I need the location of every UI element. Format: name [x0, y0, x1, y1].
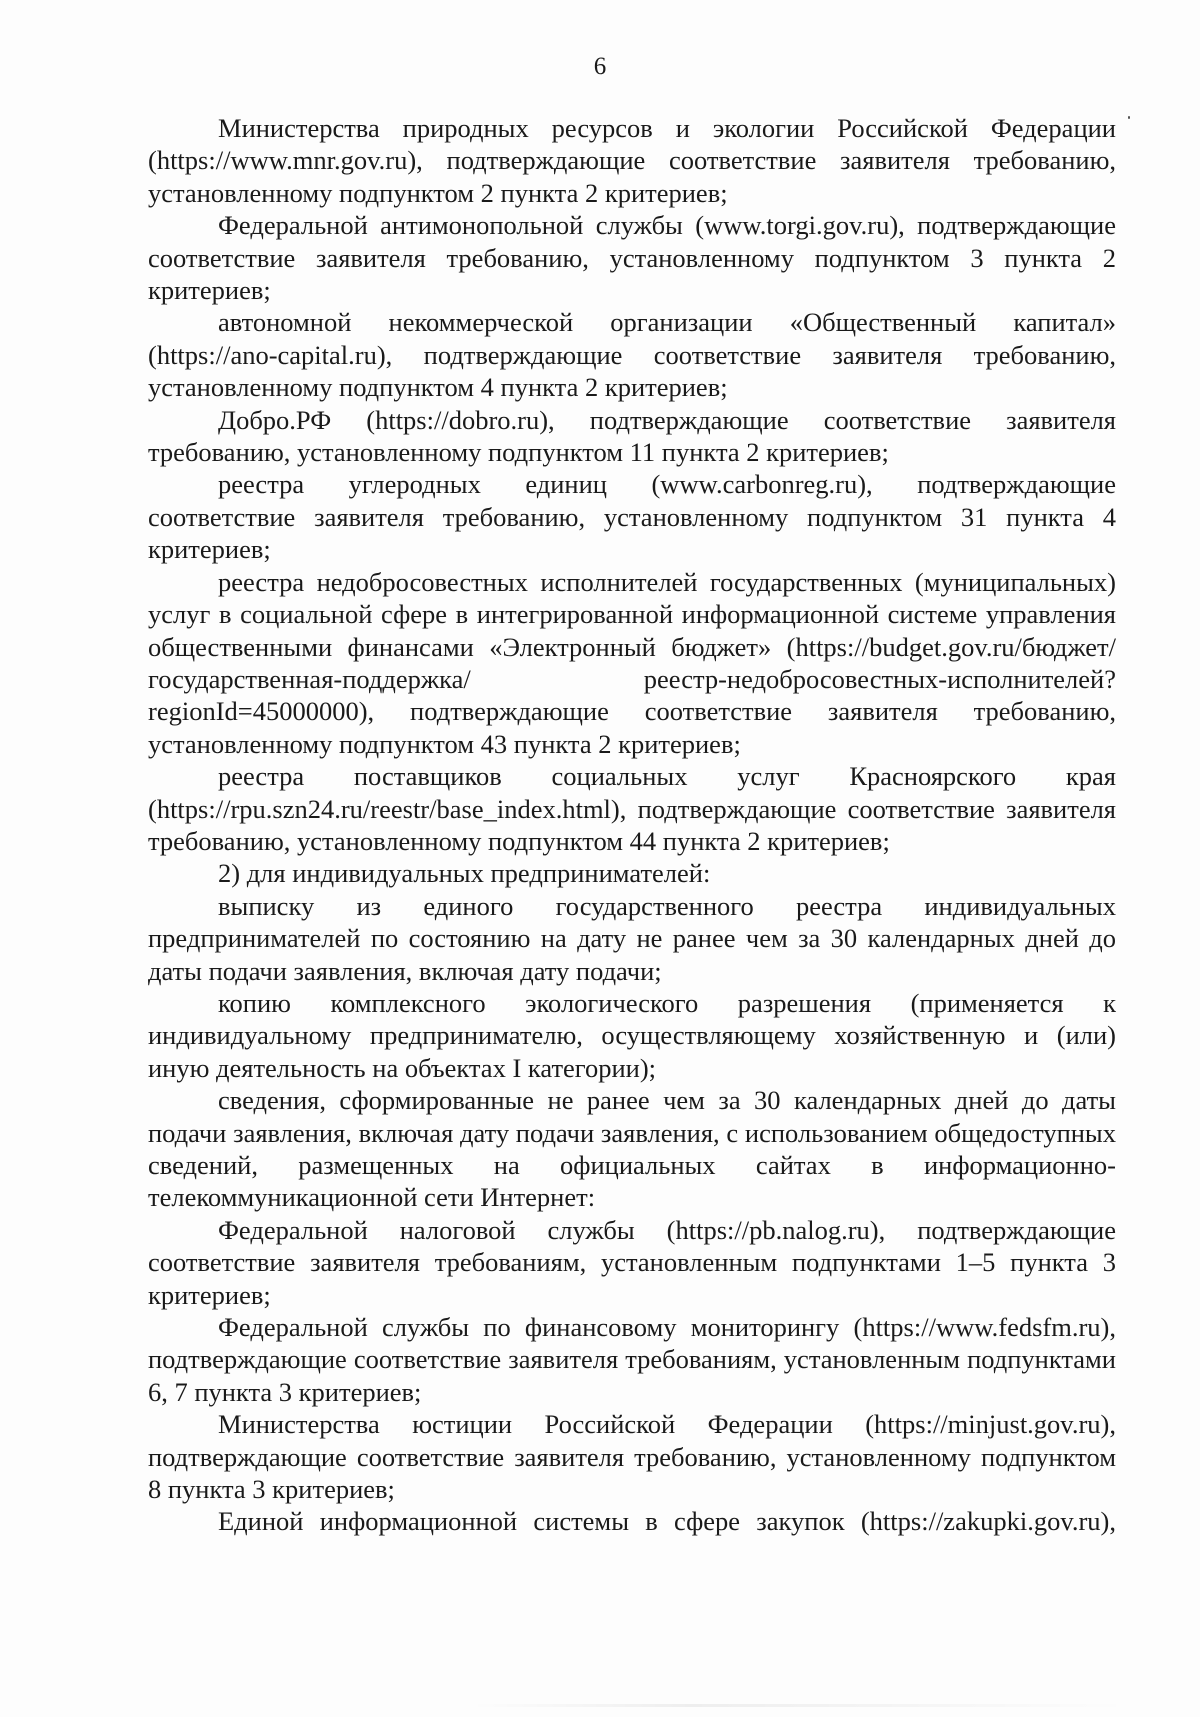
paragraph-carbonreg: реестра углеродных единиц (www.carbonreg.ru), подтверждающие соответствие заявителя требованию, установленному подпунктом 31 пункта 4 критериев;	[148, 469, 1116, 565]
paragraph-public-info: сведения, сформированные не ранее чем за 30 календарных дней до даты подачи заявления, включая дату подачи заявления, с использованием общедоступных сведений, размещенных на официальных сайтах в информационно-телекоммуникационной сети Интернет:	[148, 1085, 1116, 1213]
paragraph-zakupki: Единой информационной системы в сфере закупок (https://zakupki.gov.ru),	[218, 1506, 1116, 1537]
paragraph-minjust: Министерства юстиции Российской Федерации (https://minjust.gov.ru), подтверждающие соответствие заявителя требованию, установленному подпунктом 8 пункта 3 критериев;	[148, 1409, 1116, 1505]
scan-artifact-smudge	[470, 1704, 1130, 1707]
paragraph-ip-heading: 2) для индивидуальных предпринимателей:	[218, 858, 711, 889]
scan-artifact-dot	[1128, 116, 1130, 119]
page-number: 6	[593, 53, 607, 80]
paragraph-dobro: Добро.РФ (https://dobro.ru), подтверждающие соответствие заявителя требованию, установленному подпунктом 11 пункта 2 критериев;	[148, 404, 1116, 468]
paragraph-mnr: Министерства природных ресурсов и экологии Российской Федерации (https://www.mnr.gov.ru), подтверждающие соответствие заявителя требованию, установленному подпунктом 2 пункта 2 критериев;	[148, 113, 1116, 208]
document-body	[148, 112, 1116, 1538]
paragraph-rpu-registry: реестра поставщиков социальных услуг Красноярского края (https://rpu.szn24.ru/reestr/base_index.html), подтверждающие соответствие заявителя требованию, установленному подпунктом 44 пункта 2 критериев;	[148, 761, 1116, 856]
paragraph-budget-registry: реестра недобросовестных исполнителей государственных (муниципальных) услуг в социальной сфере в интегрированной информационной системе управления общественными финансами «Электронный бюджет» (https://budget.gov.ru/бюджет/государственная-поддержка/ реестр-недобросовестных-исполнителей?regionId=45000000), подтверждающие соответствие заявителя требованию, установленному подпунктом 43 пункта 2 критериев;	[148, 566, 1116, 759]
paragraph-ano-capital: автономной некоммерческой организации «Общественный капитал» (https://ano-capital.ru), подтверждающие соответствие заявителя требованию, установленному подпунктом 4 пункта 2 критериев;	[148, 307, 1116, 403]
paragraph-egrip-extract: выписку из единого государственного реестра индивидуальных предпринимателей по состоянию на дату не ранее чем за 30 календарных дней до даты подачи заявления, включая дату подачи;	[148, 890, 1116, 986]
paragraph-eco-permit: копию комплексного экологического разрешения (применяется к индивидуальному предпринимателю, осуществляющему хозяйственную и (или) иную деятельность на объектах I категории);	[148, 987, 1116, 1083]
paragraph-fedsfm: Федеральной службы по финансовому мониторингу (https://www.fedsfm.ru), подтверждающие соответствие заявителя требованиям, установленным подпунктами 6, 7 пункта 3 критериев;	[148, 1312, 1116, 1407]
paragraph-fas: Федеральной антимонопольной службы (www.torgi.gov.ru), подтверждающие соответствие заявителя требованию, установленному подпунктом 3 пункта 2 критериев;	[148, 210, 1116, 306]
paragraph-nalog: Федеральной налоговой службы (https://pb.nalog.ru), подтверждающие соответствие заявителя требованиям, установленным подпунктами 1–5 пункта 3 критериев;	[148, 1214, 1116, 1310]
